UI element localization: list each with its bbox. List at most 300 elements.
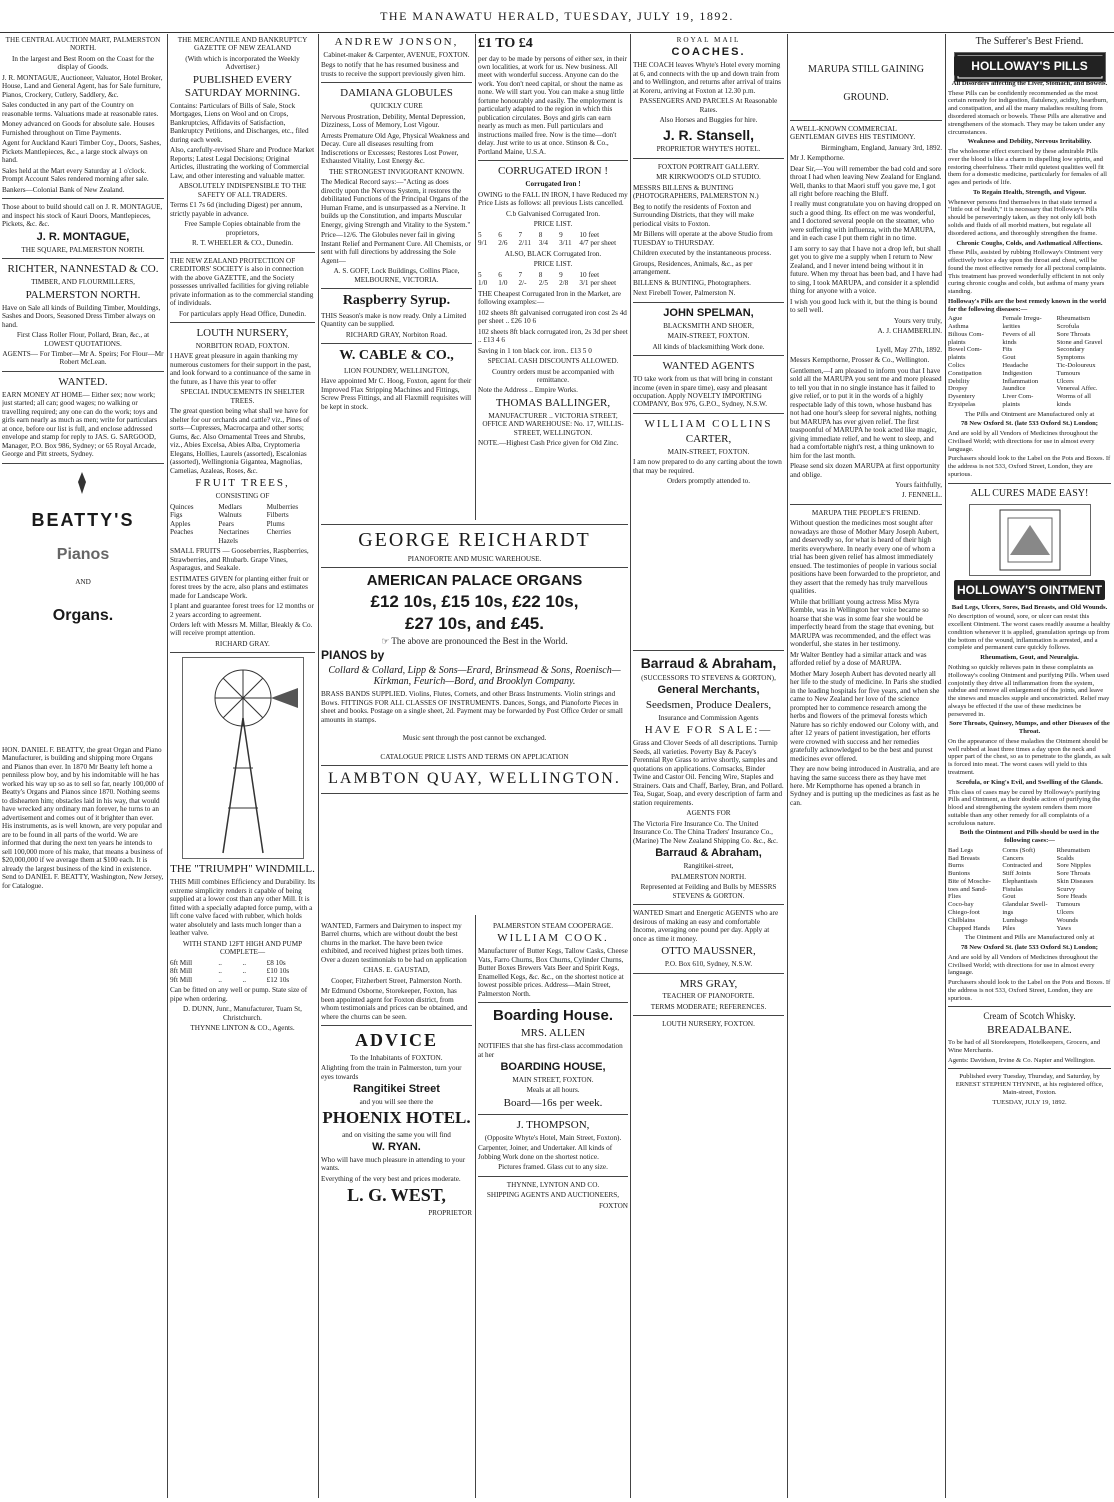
ad-text: Holloway's Pills are the best remedy known in the world for the following diseases:— (948, 297, 1107, 313)
table-cell: Skin Diseases (1056, 877, 1094, 885)
table-row (948, 917, 1111, 925)
ad-text: TO take work from us that will bring in constant income (even in spare time), easy and pleasant occupation. Apply NOVELTY IMPORTING COMPANY, Box 976, G.P.O., Sydney, N.S.W. (633, 375, 773, 409)
table-cell: larities (1002, 323, 1021, 331)
ad-heading: W. CABLE & CO., (339, 348, 454, 364)
ad-text: PALMERSTON NORTH. (670, 872, 747, 881)
ad-text: And are sold by all Vendors of Medicines throughout the Civilised World; with directions for use in almost every language. (948, 430, 1098, 453)
table-cell: 8 (538, 230, 543, 239)
ad-text: Insurance and Commission Agents (658, 713, 759, 722)
table-cell: .. (242, 975, 247, 984)
article-text: J. FENNELL. (901, 491, 942, 500)
article-text: A. J. CHAMBERLIN. (877, 327, 942, 336)
table-cell: .. (218, 967, 222, 976)
ad-text: To be had of all Storekeepers, Hotelkeepers, Grocers, and Wine Merchants. (948, 1038, 1101, 1054)
table-cell: Elephantiasis (1002, 877, 1038, 885)
ad-heading: Pianos (56, 545, 110, 563)
article-text: A WELL-KNOWN COMMERCIAL GENTLEMAN GIVES HIS TESTIMONY. (790, 124, 916, 142)
ad-text: ☞ The above are pronounced the Best in the World. (381, 635, 568, 646)
ad-text: Both the Ointment and Pills should be used in the following cases:— (959, 829, 1100, 845)
ad-text: To the Inhabitants of FOXTON. (350, 1053, 443, 1062)
article-text: Birmingham, England, January 3rd, 1892. (821, 143, 942, 152)
table-cell: Erysipelas (948, 400, 976, 408)
ad-text: This class of cases may be cured by Holloway's purifying Pills and Ointment, as their double action of purifying the blood and strengthening the system renders them more suitable than any other remedy for all complaints of a scrofulous nature. (948, 788, 1101, 827)
ad-text: The Ointment and Pills are Manufactured only at (964, 934, 1095, 942)
ad-heading: RICHTER, NANNESTAD & CO. (7, 263, 159, 276)
ad-heading: FOXTON PORTRAIT GALLERY. (657, 162, 760, 171)
table-cell: .. (242, 958, 247, 967)
ad-text: CONSISTING OF (215, 492, 270, 501)
table-cell: Figs (170, 511, 183, 520)
table-cell: 2/6 (498, 239, 508, 248)
ad-text: The Pills and Ointment are Manufactured only at (964, 410, 1095, 418)
ad-text: Also, carefully-revised Share and Produce Market Reports; Latest Legal Decisions; Original Articles, illustrating the working of Commercial Law, and other interesting and valuable matter. (170, 146, 315, 180)
ad-heading: Scrofula, or King's Evil, and Swelling of the Glands. (956, 778, 1103, 786)
table-cell: Jaundice (1002, 385, 1026, 393)
ad-text: AGENTS FOR (686, 809, 731, 818)
ad-heading: CARTER, (685, 432, 732, 445)
article-text: Without question the medicines most sought after nowadays are those of Mother Mary Joseph Aubert, and deservedly so, for what is heard of their high merits everywhere. In nearly every one of whom a trial has been given relief has almost immediately ensued. The testimonies of people in various social positions have been forwarded to the proprietor, and they assert that the remedy has truly marvellous qualities. (790, 519, 941, 596)
ad-heading: ROYAL MAIL (676, 36, 741, 44)
ad-heading: MR KIRKWOOD'S OLD STUDIO. (656, 173, 761, 182)
table-row (948, 354, 1111, 362)
article-headline: MARUPA THE PEOPLE'S FRIEND. (811, 508, 921, 517)
ad-heading: THE "TRIUMPH" WINDMILL. (170, 863, 315, 876)
table-cell: Chilblains (948, 916, 976, 924)
ad-text: All kinds of blacksmithing Work done. (652, 342, 765, 351)
column-rule (945, 34, 946, 1498)
ad-text: The wholesome effect exercised by these admirable Pills over the blood is like a charm in dispelling low spirits, and restoring cheerfulness. Their mild quietest qualities well fit them for a domestic medicine, particularly for females of all ages and periods of life. (948, 148, 1107, 187)
ad-heading: PHOENIX HOTEL. (322, 1108, 471, 1128)
column-5-lower (633, 646, 784, 1496)
ad-text: Agents: Davidson, Irvine & Co. Napier and Wellington. (948, 1056, 1096, 1064)
column-rule (787, 34, 788, 1498)
table-cell: Tumours (1056, 901, 1081, 909)
table-row (170, 537, 315, 545)
ad-text: QUICKLY CURE (370, 102, 423, 111)
table-cell: Female Irregu- (1002, 315, 1042, 323)
table-cell: Plums (266, 519, 285, 528)
table-cell: Yaws (1056, 924, 1072, 932)
table-row (478, 279, 628, 287)
table-cell: 5 (478, 270, 482, 279)
table-cell: Dysentery (948, 393, 976, 401)
ad-text: Terms £1 7s 6d (including Digest) per annum, strictly payable in advance. (170, 201, 303, 218)
table-cell: Flies (948, 893, 961, 901)
column-3 (321, 34, 472, 514)
table-cell: Cancers (1002, 854, 1024, 862)
column-5 (633, 34, 784, 646)
table-cell: 10 feet (579, 270, 600, 279)
table-cell: Hazels (218, 536, 238, 545)
ad-text: A. S. GOFF, Lock Buildings, Collins Place, MELBOURNE, VICTORIA. (333, 267, 460, 284)
table-row (948, 909, 1111, 917)
ad-heading: THOMAS BALLINGER, (495, 396, 611, 409)
table-cell: 5 (478, 230, 482, 239)
ad-text: Children executed by the instantaneous process. (633, 249, 772, 258)
ad-text: Can be fitted on any well or pump. State size of pipe when ordering. (170, 986, 308, 1003)
ad-text: RICHARD GRAY, Norbiton Road. (345, 330, 448, 339)
table-cell: Tumours (1056, 369, 1081, 377)
ad-text: BILLENS & BUNTING, Photographers. (633, 278, 751, 287)
ad-text: 102 sheets 8ft galvanised corrugated iron cost 2s 4d per sheet .. £26 10 6 (478, 308, 627, 326)
table-cell: Peaches (170, 528, 194, 537)
article-text: I wish you good luck with it, but the thing is bound to sell well. (790, 297, 938, 315)
ad-heading: Corrugated Iron ! (525, 180, 581, 189)
ad-text: Country orders must be accompanied with remittance. (492, 367, 614, 384)
table-cell: Fevers of all (1002, 330, 1036, 338)
ad-text: Those about to build should call on J. R. MONTAGUE, and inspect his stock of Kauri Doors, Mantlepieces, Pickets, &c. &c. (2, 203, 163, 229)
ad-heading: L. G. WEST, (347, 1185, 446, 1206)
ad-text: and on visiting the same you will find (342, 1130, 451, 1139)
table-cell: Ulcers (1056, 377, 1074, 385)
reichardt-ad (321, 520, 628, 915)
table-cell: Stiff Joints (1002, 870, 1031, 878)
ad-heading: WANTED AGENTS (662, 360, 755, 373)
ad-text: First Class Roller Flour, Pollard, Bran, &c., at LOWEST QUOTATIONS. (16, 331, 150, 348)
ad-heading: £27 10s, and £45. (405, 613, 544, 633)
table-cell: 6ft Mill (170, 958, 193, 967)
table-row (948, 862, 1111, 870)
ad-text: (SUCCESSORS TO STEVENS & GORTON), (641, 673, 776, 682)
ad-text: EARN MONEY AT HOME— Either sex; now work; just started; all can; good wages; no walking or travelling required; any one can do the work; toys and girls earn nearly as much as men; write for particulars at once, before our list is full, and enclose addressed envelope and stamp for reply to JAS. G. SARGOOD, Manager, P.O. Box 986, Sydney; or 65 Royal Arcade, George and Pitt streets, Sydney. (2, 390, 158, 459)
masthead (0, 0, 1114, 33)
ad-text: THE COACH leaves Whyte's Hotel every morning at 6, and connects with the up and down train from and to Wellington, and returns after arrival of trains at Koreru, arriving at Foxton at 12.30 p.m. (633, 61, 781, 95)
ad-text: R. T. WHEELER & CO., Dunedin. (191, 239, 294, 248)
table-cell: Ague (948, 315, 963, 323)
ad-text: Grass and Clover Seeds of all descriptions. Turnip Seeds, all varieties. Poverty Bay & Pacey's Perennial Rye Grass to arrive shortly, samples and quotations on applications. Cornsacks, Binder Twine and Castor Oil. Fencing Wire, Staples and Strainers. Oats and Chaff, Barley, Bran, and Pollard. Tea, Sugar, Soap, and every description of farm and station requirements. (633, 739, 784, 807)
table-cell: kinds (1056, 400, 1071, 408)
ad-text: The great question being what shall we have for shelter for our orchards and cattle? viz., Pines of sorts—Cupresses, Macrocarpa and other sorts; Gums, &c. Also Ornamental Trees and Shrubs, viz., Abies Excelsa, Abies Alba, Cryptomeria Elegans, Hollies, Laurels (assorted), Escalonias (assorted), Wellingtonia Gigantea, Magnolias, Camelias, Azaleas, Roses, &c. (170, 407, 310, 475)
ad-text: PRICE LIST. (533, 220, 573, 229)
table-cell: Venereal Affec. (1056, 385, 1098, 393)
table-cell: Rheumatism (1056, 846, 1090, 854)
table-cell: Corns (Soft) (1002, 846, 1036, 854)
table-cell: 4/7 per sheet (579, 239, 617, 248)
table-cell: 9ft Mill (170, 975, 193, 984)
ad-heading: The Sufferer's Best Friend. (975, 36, 1084, 47)
ad-text: These Pills, assisted by rubbing Holloway's Ointment very effectively twice a day upon the throat and chest, will be found the most effective remedy for all pectoral complaints. This treatment has proved wonderfully efficient in not only curing chronic coughs and colds, but asthma of many years standing. (948, 249, 1107, 296)
table-cell: 9 (559, 270, 563, 279)
table-cell: Constipation (948, 369, 982, 377)
ad-text: PROPRIETOR (428, 1208, 472, 1217)
table-cell: Colics (948, 361, 965, 369)
ad-text: THE STRONGEST INVIGORANT KNOWN. (328, 167, 465, 176)
ad-text: Cabinet-maker & Carpenter, AVENUE, FOXTON. (323, 50, 470, 59)
table-cell: Headache (1002, 361, 1029, 369)
ad-heading: J. R. MONTAGUE, (36, 230, 130, 243)
ad-text: OWING to the FALL IN IRON, I have Reduced my Price Lists as follows: all previous Lists cancelled. (478, 190, 628, 208)
table-cell: Bilious Com- (948, 330, 984, 338)
ad-text: Next Firebell Tower, Palmerston N. (633, 289, 736, 298)
table-cell: plaints (948, 354, 966, 362)
table-row (948, 393, 1111, 401)
ad-heading: OTTO MAUSSNER, (661, 945, 756, 958)
ad-heading: Rangitikei Street (353, 1083, 440, 1096)
table-cell: Bowel Com- (948, 346, 982, 354)
ad-heading: WILLIAM COOK. (497, 932, 609, 945)
table-cell: Gout (1002, 893, 1016, 901)
ad-heading: CORRUGATED IRON ! (498, 165, 608, 178)
ad-heading: Boarding House. (492, 1007, 613, 1025)
ad-heading: Barraud & Abraham, (655, 847, 762, 860)
ad-heading: W. RYAN. (372, 1141, 421, 1153)
table-cell: 7 (518, 270, 523, 279)
ad-heading: PALMERSTON STEAM COOPERAGE. (492, 922, 613, 930)
article-text: Messrs Kempthorne, Prosser & Co., Wellington. (790, 356, 930, 365)
table-row (948, 878, 1111, 886)
ad-text: BRASS BANDS SUPPLIED. Violins, Flutes, Cornets, and other Brass Instruments. Violin strings and Bows. FITTINGS FOR ALL CLASSES OF INSTRUMENTS. Dances, Songs, and Pianoforte Pieces in sheet and books. Postage on a single sheet, 2d. Payment may be forwarded by Post Office Order or small amounts in stamps. (321, 690, 623, 724)
ad-heading: £12 10s, £15 10s, £22 10s, (370, 591, 579, 611)
ad-text: Have on Sale all kinds of Building Timber, Mouldings, Sashes and Doors, Seasoned Dress Timber always on hand. (2, 303, 161, 329)
ad-text: Collard & Collard, Lipp & Sons—Erard, Brinsmead & Sons, Roenisch—Kirkman, Feurich—Bord, and Brooklyn Company. (328, 664, 621, 688)
table-cell: Bad Legs (948, 846, 974, 854)
table-cell: 9/1 (478, 239, 488, 248)
table-cell: Symptoms (1056, 354, 1085, 362)
ad-text: WANTED Smart and Energetic AGENTS who are desirous of making an easy and comfortable Income, averaging one pound per day. Apply at once as time it money. (633, 909, 779, 943)
ad-text: PIANOFORTE AND MUSIC WAREHOUSE. (407, 554, 542, 563)
table-cell: Debility (948, 377, 970, 385)
table-cell: 1/0 (478, 279, 488, 288)
ad-text: MANUFACTURER .. VICTORIA STREET, OFFICE AND WAREHOUSE: No. 17, WILLIS-STREET, WELLINGTON. (482, 411, 624, 437)
ad-text: SPECIAL CASH DISCOUNTS ALLOWED. (487, 357, 619, 366)
table-row (170, 503, 315, 511)
ad-text: Sales conducted in any part of the Country on reasonable terms. Valuations made at reasonable rates. (2, 101, 159, 118)
table-cell: Piles (1002, 924, 1016, 932)
ad-heading: MRS GRAY, (679, 977, 738, 990)
article-text: Yours faithfully, (895, 481, 942, 489)
ad-heading: THE MERCANTILE AND BANKRUPTCY GAZETTE OF NEW ZEALAND (177, 36, 308, 53)
ad-heading: Seedsmen, Produce Dealers, (645, 698, 772, 711)
ad-heading: LOUTH NURSERY, (196, 327, 289, 340)
table-cell: 8ft Mill (170, 967, 193, 976)
table-cell: Sore Throats (1056, 870, 1091, 878)
ad-text: PRICE LIST. (533, 260, 573, 269)
ad-text: Purchasers should look to the Label on the Pots and Boxes. If the address is not 533, Oxford Street, London, they are spurious. (948, 979, 1111, 1002)
ad-heading: PALMERSTON NORTH. (25, 288, 141, 301)
table-row (170, 520, 315, 528)
ad-text: THE SQUARE, PALMERSTON NORTH. (21, 245, 145, 254)
column-6 (790, 34, 942, 1496)
table-cell: 3/1 per sheet (579, 279, 617, 288)
ad-text: LION FOUNDRY, WELLINGTON, (343, 366, 449, 375)
table-cell: Glandular Swell- (1002, 901, 1048, 909)
ad-text: per day to be made by persons of either sex, in their own localities, at work for us. New business. All meet with wonderful success. Anyone can do the work. You don't need capital, or shout the name as none. We will start you. You can make a snug little fortune honourably and easily. The employment is particularly adapted to the region in which this publication circulates. Boys and girls can earn nearly as much as men. Full particulars and instructions mailed free. Now is the time—don't delay. Just write to us at once. Stinson & Co., Portland Maine, U.S.A. (478, 54, 627, 156)
ad-text: MESSRS BILLENS & BUNTING (PHOTOGRAPHERS, PALMERSTON N.) (633, 183, 759, 201)
ad-text: Groups, Residences, Animals, &c., as per arrangement. (633, 259, 753, 277)
ad-text: FOXTON (598, 1201, 628, 1210)
ad-text: CHAS. E. GAUSTAD, (363, 966, 430, 975)
column-rule (167, 34, 168, 1498)
ad-text: I am now prepared to do any carting about the town that may be required. (633, 458, 782, 475)
table-cell: Cherries (266, 528, 292, 537)
ad-heading: All Disorders affecting the Liver, Stomach, and Bowels. (951, 79, 1108, 87)
ad-text: TERMS MODERATE; REFERENCES. (650, 1002, 767, 1011)
table-cell: 2/8 (559, 279, 569, 288)
ad-text: Agent for Auckland Kauri Timber Coy., Doors, Sashes, Pickets Mantlepieces, &c., a large stock always on hand. (2, 139, 162, 165)
table-cell: 3/4 (538, 239, 548, 248)
table-row (478, 271, 628, 279)
table-cell: Coco-bay (948, 901, 974, 909)
table-cell: 2/- (518, 279, 527, 288)
table-row (948, 401, 1111, 409)
ad-text: WANTED, Farmers and Dairymen to inspect my Barrel churns, which are without doubt the best churns in the market. The have been twice exhibited, and received highest prizes both times. Over a dozen testimonials to be had on application (321, 922, 467, 964)
ad-text: Orders left with Messrs M. Millar, Bleakly & Co. will receive prompt attention. (170, 621, 313, 638)
table-cell: .. (242, 967, 247, 976)
column-4 (478, 34, 628, 514)
ad-heading: JOHN SPELMAN, (663, 306, 754, 319)
ad-text: Price—12/6. The Globules never fail in giving Instant Relief and Permanent Cure. All Chemists, or sent with full directions by addressing the Sole Agent— (321, 231, 471, 265)
article-text: Mr Walter Bentley had a similar attack and was afforded relief by a dose of MARUPA. (790, 650, 927, 668)
fruit-list (170, 503, 315, 545)
article-text: Please send six dozen MARUPA at first opportunity and oblige. (790, 462, 940, 479)
ad-text: Pictures framed. Glass cut to any size. (498, 1163, 608, 1172)
ad-heading: SPECIAL INDUCEMENTS IN SHELTER TREES. (180, 388, 305, 405)
ad-text: Sales held at the Mart every Saturday at 1 o'clock. Prompt Account Sales rendered morning after sale. (2, 166, 149, 184)
ad-text: ALSO, BLACK Corrugated Iron. (504, 249, 602, 258)
table-cell: Fits (1002, 346, 1013, 354)
table-row (170, 528, 315, 536)
table-cell: Sore Nipples (1056, 862, 1091, 870)
imprint-text: Published every Tuesday, Thursday, and Saturday, by ERNEST STEPHEN THYNNE, at his registered office, Main-street, Foxton. (955, 1073, 1104, 1096)
ad-text: CATALOGUE PRICE LISTS AND TERMS ON APPLICATION (380, 752, 569, 761)
ad-heading: AMERICAN PALACE ORGANS (366, 572, 583, 590)
ad-text: Purchasers should look to the Label on the Pots and Boxes. If the address is not 533, Oxford Street, London, they are spurious. (948, 455, 1111, 478)
table-cell: Walnuts (218, 511, 242, 520)
table-cell: Worms of all (1056, 393, 1091, 401)
ad-text: PROPRIETOR WHYTE'S HOTEL. (656, 145, 761, 154)
mill-price-list (170, 959, 315, 984)
ad-text: RICHARD GRAY. (215, 639, 270, 648)
ad-heading: To Regain Health, Strength, and Vigour. (973, 188, 1086, 196)
ad-text: (Opposite Whyte's Hotel, Main Street, Foxton). (484, 1133, 622, 1142)
ad-text: J. R. MONTAGUE, Auctioneer, Valuator, Hotel Broker, House, Land and General Agent, has for Sale furniture, Pianos, Crockery, Cutlery, Saddlery, &c. (2, 73, 163, 99)
table-cell: Chiego-foot (948, 908, 980, 916)
price-table (478, 231, 628, 248)
article-text: Mother Mary Joseph Aubert has devoted nearly all her life to the study of medicine. In Paris she studied in the leading hospitals for five years, and when she came to New Zealand her love of the science prompted her to commence research among the herbs and flowers of the primeval forests which Nature has so richly endowed our Colony with, and after 12 years of patient investigation, her efforts were crowned with success and her remedies gratefully acknowledged to be the best and purest medicines ever offered. (790, 669, 942, 763)
column-2 (170, 34, 315, 1496)
ad-heading: BREADALBANE. (987, 1024, 1072, 1037)
table-row (948, 901, 1111, 909)
ad-text: LOUTH NURSERY, FOXTON. (662, 1020, 755, 1029)
ad-heading: Chronic Coughs, Colds, and Asthmatical Affections. (956, 239, 1103, 247)
ad-text: C.b Galvanised Corrugated Iron. (505, 209, 600, 218)
table-cell: £10 10s (266, 967, 290, 976)
table-row (170, 511, 315, 519)
table-cell: Lumbago (1002, 916, 1028, 924)
article-text: Mr J. Kempthorne. (790, 154, 845, 163)
ad-heading: £1 TO £4 (478, 36, 533, 51)
table-row (948, 855, 1111, 863)
ad-text: Bankers—Colonial Bank of New Zealand. (2, 185, 125, 194)
ad-heading: Cream of Scotch Whisky. (983, 1011, 1076, 1022)
ad-heading: BOARDING HOUSE, (500, 1060, 606, 1073)
table-cell: Liver Com- (1002, 393, 1034, 401)
table-cell (267, 537, 315, 545)
table-cell: Sore Throats (1056, 330, 1091, 338)
ad-text: And are sold by all Vendors of Medicines throughout the Civilised World; with directions for use in almost every language. (948, 953, 1098, 977)
ad-heading: J. R. Stansell, (662, 126, 755, 143)
ad-heading: PUBLISHED EVERY SATURDAY MORNING. (184, 73, 301, 99)
ad-text: Nothing so quickly relieves pain in these complaints as Holloway's cooling Ointment and purifying Pills. When used conjointly they drive all inflammation from the system, subdue and remove all enlargement of the joints, and leave the sinews and muscles supple and unconstricted. Relief may always be effected if the use of these medicines be persevered in. (948, 664, 1110, 718)
table-cell: Inflammation (1002, 377, 1039, 385)
decorative-ornament-icon (2, 468, 162, 498)
ad-text: AGENTS— For Timber—Mr A. Speirs; For Flour—Mr Robert McLean. (2, 349, 164, 367)
ad-heading: COACHES. (671, 46, 746, 59)
table-cell: 9 (559, 230, 563, 239)
ad-text: Alighting from the train in Palmerston, turn your eyes towards (321, 1064, 462, 1081)
column-rule (630, 34, 631, 1498)
ad-text: For particulars apply Head Office, Dunedin. (178, 309, 306, 318)
ad-heading: LAMBTON QUAY, WELLINGTON. (328, 770, 621, 788)
table-cell: 10 feet (579, 230, 600, 239)
ad-text: THE Cheapest Corrugated Iron in the Market, are following examples:— (478, 289, 621, 307)
ad-heading: ADVICE (354, 1030, 438, 1051)
ad-heading: MRS. ALLEN (520, 1027, 586, 1040)
ad-heading: J. THOMPSON, (516, 1118, 590, 1131)
table-cell: kinds (1002, 338, 1017, 346)
table-cell: Mulberries (266, 502, 299, 511)
table-cell: Bite of Mosche- (948, 877, 991, 885)
ad-text: Arrests Premature Old Age, Physical Weakness and Decay. Cure all diseases resulting from Indiscretions or Excesses; Restores Lost Power, Exhausted Vitality, Lost Energy &c. (321, 131, 470, 166)
ad-text: THYNNE LINTON & CO., Agents. (190, 1024, 295, 1033)
table-cell: Pears (218, 519, 234, 528)
article-text: While that brilliant young actress Miss Myra Kemble, was in Wellington her voice became so hoarse that she was in some fear she would be imperfectly heard from the stage that evening, but MARUPA was recommended, and the effect was wonderful, she states in her testimony. (790, 597, 934, 649)
table-row (948, 346, 1111, 354)
ad-heading: DAMIANA GLOBULES (340, 87, 453, 100)
ad-text: THE NEW ZEALAND PROTECTION OF CREDITORS' SOCIETY is also in connection with the above GAZETTE, and the Society possesses unrivalled facilities for giving reliable private information as to the commercial standing of individuals. (170, 256, 314, 308)
ad-text: NORBITON ROAD, FOXTON. (195, 341, 290, 350)
ad-text: In the largest and Best Room on the Coast for the display of Goods. (12, 54, 154, 72)
ad-text: HON. DANIEL F. BEATTY, the great Organ and Piano Manufacturer, is building and shipping more Organs and Pianos than ever. In 1870 Mr Beatty left home a penniless plow boy, and by his indomitable will he has worked his way up so as to sell so far, nearly 100,000 of Beatty's Organs and Pianos since 1870. Nothing seems to dishearten him; obstacles laid in his way, that would have wrecked any ordinary man forever, he turns to an advertisement and comes out of it brighter than ever. His instruments, as is well known, are very popular and are to be found in all parts of the world. We are informed that during the next ten years he intends to sell 100,000 more of his make, that means a business of $20,000,000 if we average them at $100 each. It is already the largest business of the kind in existence. Send to DANIEL F. BEATTY, Washington, New Jersey, for Catalogue. (2, 745, 164, 890)
ad-text: MAIN-STREET, FOXTON. (667, 447, 750, 456)
ad-text: Begs to notify that he has resumed business and trusts to receive the support previously given him. (321, 61, 466, 78)
ad-text: These Pills can be confidently recommended as the most certain remedy for indigestion, flatulency, acidity, heartburn, and constipation, and all the many maladies resulting from disordered stomach or bowels. These Pills are alterative and strengtheners of the stomach. They may be taken under any circumstances. (948, 89, 1108, 136)
ad-text: D. DUNN, Junr., Manufacturer, Tuam St, Christchurch. (183, 1005, 302, 1022)
table-cell: Dropsy (948, 385, 968, 393)
table-row (948, 315, 1111, 323)
ad-text: AND (75, 578, 91, 587)
ad-text: Carpenter, Joiner, and Undertaker. All kinds of Jobbing Work done on the shortest notice. (478, 1144, 613, 1161)
ad-text: Rangitikei-street, (683, 862, 734, 871)
table-cell: Gout (1002, 354, 1016, 362)
table-cell: Apples (170, 519, 191, 528)
column-1 (2, 34, 164, 1496)
ad-heading: Rheumatism, Gout, and Neuralgia. (980, 654, 1079, 662)
ad-heading: Board—16s per week. (503, 1096, 603, 1109)
ad-heading: ANDREW JONSON, (334, 36, 459, 48)
ad-text: Have appointed Mr C. Hoog, Foxton, agent for their Improved Flax Stripping Machines and Fittings, Screw Press Fittings, and all Flaxmill requisites will be kept in stock. (321, 377, 472, 411)
table-row (478, 231, 628, 239)
table-row (948, 925, 1111, 933)
ad-text: Mr Billens will operate at the above Studio from TUESDAY to THURSDAY. (633, 230, 773, 247)
table-cell: Indigestion (1002, 369, 1032, 377)
ad-heading: PIANOS by (321, 648, 385, 663)
ad-heading: WILLIAM COLLINS (644, 417, 773, 430)
column-7 (948, 34, 1111, 1496)
ad-heading: ALL CURES MADE EASY! (970, 487, 1089, 499)
table-cell: Bad Breasts (948, 854, 980, 862)
ad-heading: THE CENTRAL AUCTION MART, PALMERSTON NORTH. (5, 36, 161, 53)
table-row (948, 378, 1111, 386)
ad-text: 78 New Oxford St. (late 533 Oxford St.) London; (960, 420, 1098, 428)
ad-text: Everything of the very best and prices moderate. (321, 1174, 461, 1183)
ad-heading: Raspberry Syrup. (342, 293, 451, 309)
column-rule (318, 34, 319, 1498)
table-cell: 8 (538, 270, 543, 279)
ad-text: The Victoria Fire Insurance Co. The United Insurance Co. The China Traders' Insurance Co., (Marine) The New Zealand Shipping Co. &c., &c. (633, 819, 778, 845)
ad-heading: Sore Throats, Quinsey, Mumps, and other Diseases of the Throat. (949, 720, 1110, 736)
table-cell: Filberts (266, 511, 289, 520)
